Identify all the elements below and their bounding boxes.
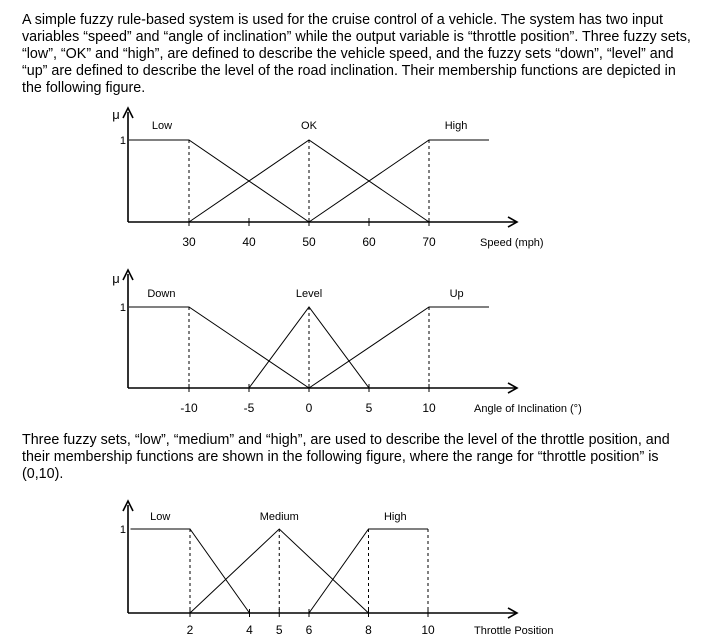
intro-paragraph: A simple fuzzy rule-based system is used for the cruise control of a vehicle. The system has two input variables “speed” and “angle of inclination” while the output variable is “throttle position”. Three fuzzy sets, “low”, “OK” and “high”, are defined to describe the vehicle speed, and the fuzzy sets “down”, “level” and “up” are defined to describe the level of the road inclination. Their membership functions are depicted in the following figure. xyxy=(22,12,691,96)
set-label-high: High xyxy=(383,511,407,523)
mu-axis-label: μ xyxy=(112,107,120,122)
x-tick-label: 50 xyxy=(302,235,316,249)
x-tick-label: 4 xyxy=(246,623,253,637)
y-tick-label: 1 xyxy=(119,302,126,314)
x-tick-label: -5 xyxy=(243,401,255,415)
x-tick-label: 6 xyxy=(305,623,313,637)
x-tick-label: 40 xyxy=(242,235,256,249)
y-tick-label: 1 xyxy=(119,135,126,147)
mf-high xyxy=(309,140,489,222)
x-tick-label: 5 xyxy=(365,401,373,415)
set-label-medium: Medium xyxy=(259,511,299,523)
set-label-low: Low xyxy=(151,120,173,132)
mf-low xyxy=(129,140,309,222)
mu-axis-label: μ xyxy=(112,271,120,286)
speed-membership-chart xyxy=(0,100,708,260)
x-tick-label: 2 xyxy=(186,623,194,637)
x-tick-label: 60 xyxy=(362,235,376,249)
throttle-membership-chart xyxy=(0,493,708,643)
x-tick-label: 70 xyxy=(422,235,436,249)
x-axis-label: Angle of Inclination (°) xyxy=(474,403,582,415)
throttle-intro-paragraph: Three fuzzy sets, “low”, “medium” and “high”, are used to describe the level of the throttle position, and their membership functions are shown in the following figure, where the range for “throttle position” is (0,10). xyxy=(22,432,670,482)
x-axis-label: Throttle Position xyxy=(474,625,554,637)
x-tick-label: 5 xyxy=(275,623,283,637)
set-label-up: Up xyxy=(449,288,464,300)
x-tick-label: 10 xyxy=(421,623,435,637)
set-label-ok: OK xyxy=(301,120,317,132)
set-label-level: Level xyxy=(295,288,323,300)
mf-up xyxy=(309,307,489,388)
x-axis-label: Speed (mph) xyxy=(480,237,544,249)
set-label-down: Down xyxy=(147,288,176,300)
inclination-membership-chart xyxy=(0,264,708,424)
x-tick-label: 10 xyxy=(422,401,436,415)
x-tick-label: 0 xyxy=(305,401,313,415)
x-tick-label: -10 xyxy=(180,401,198,415)
set-label-high: High xyxy=(444,120,468,132)
mf-down xyxy=(129,307,309,388)
set-label-low: Low xyxy=(150,511,171,523)
x-tick-label: 30 xyxy=(182,235,196,249)
y-tick-label: 1 xyxy=(119,524,126,536)
x-tick-label: 8 xyxy=(365,623,372,637)
